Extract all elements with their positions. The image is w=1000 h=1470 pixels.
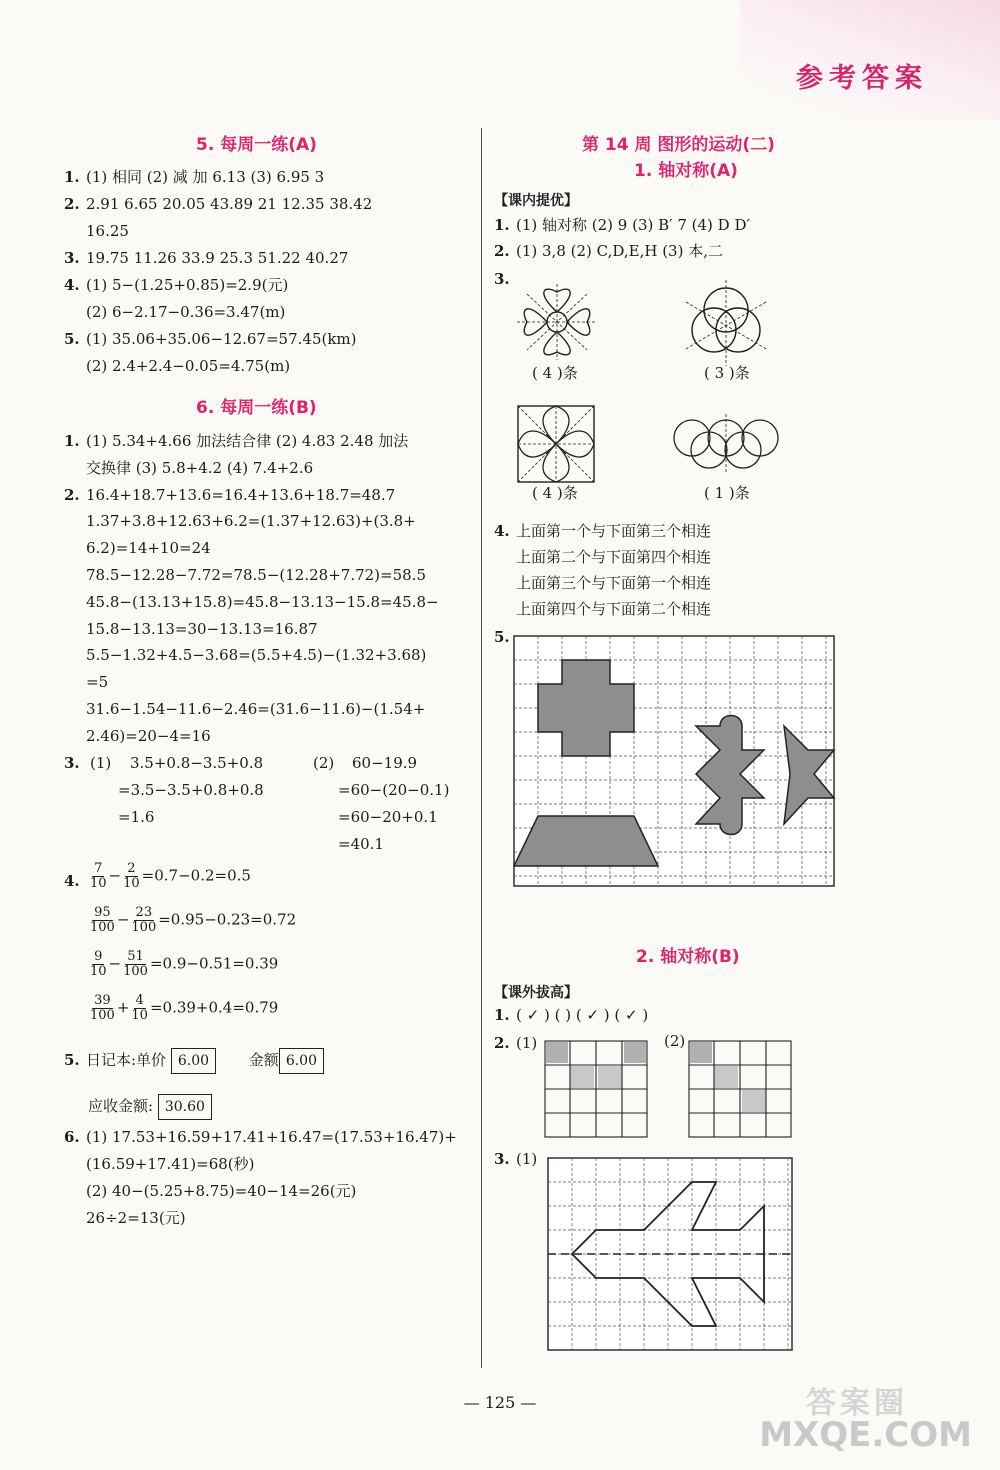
sec5-line <box>64 195 372 213</box>
q4-number: 4. <box>64 872 80 890</box>
square-flower-figure-3 <box>514 402 598 486</box>
q3-number: 3. <box>64 754 80 772</box>
sec5-line <box>64 330 357 348</box>
q3a-line1: 3.5+0.8−3.5+0.8 <box>130 754 264 772</box>
fraction-a: $\frac{9}{10}$ <box>90 949 107 979</box>
week-title: 第 14 周 图形的运动(二) <box>582 135 775 155</box>
q5-box2: 6.00 <box>279 1048 324 1074</box>
q5-grid-figure <box>514 636 834 886</box>
right-q4-line <box>494 548 711 566</box>
fraction-a: $\frac{39}{100}$ <box>90 993 115 1023</box>
b3-airplane-grid <box>548 1158 792 1350</box>
operator: − <box>108 866 122 885</box>
question-number: 1. <box>64 168 80 186</box>
q3a-label: (1) <box>90 754 112 772</box>
answer-text: (1) 35.06+35.06−12.67=57.45(km) <box>86 330 357 348</box>
question-number: 1. <box>494 216 510 234</box>
flower-figure-1 <box>512 284 602 364</box>
answer-text: 45.8−(13.13+15.8)=45.8−13.13−15.8=45.8− <box>86 592 439 611</box>
q5-label1: 日记本:单价 <box>86 1051 167 1069</box>
b3-number: 3. (1) <box>494 1150 538 1168</box>
answer-text: 上面第四个与下面第二个相连 <box>516 600 712 618</box>
q5-label2: 金额 <box>248 1051 279 1069</box>
sec5-line <box>64 222 129 240</box>
q3a-line2: =3.5−3.5+0.8+0.8 <box>118 781 264 799</box>
answer-text: 19.75 11.26 33.9 25.3 51.22 40.27 <box>86 249 349 267</box>
b2-grid-1 <box>544 1040 648 1138</box>
answer-text: (16.59+17.41)=68(秒) <box>86 1155 255 1173</box>
fraction-row <box>88 994 278 1023</box>
sec5-line <box>64 357 290 375</box>
question-number: 3. <box>64 249 80 267</box>
answer-text: (1) 5−(1.25+0.85)=2.9(元) <box>86 276 289 294</box>
question-number: 4. <box>64 276 80 294</box>
question-number: 2. <box>64 195 80 213</box>
fraction-a: $\frac{95}{100}$ <box>90 905 115 935</box>
q5-right-number: 5. <box>494 628 510 646</box>
circles-figure-2 <box>676 280 776 366</box>
header-title: 参考答案 <box>796 63 928 94</box>
sec6-line <box>64 593 439 611</box>
q3b-line1: 60−19.9 <box>352 754 418 772</box>
sec5-line <box>64 249 348 267</box>
right-q4-line <box>494 600 711 618</box>
answer-text: (2) 6−2.17−0.36=3.47(m) <box>86 303 286 321</box>
operator: − <box>116 910 130 929</box>
caption-2: ( 3 )条 <box>704 364 750 382</box>
operator: − <box>108 954 122 973</box>
caption-1: ( 4 )条 <box>532 364 578 382</box>
question-number: 6. <box>64 1128 80 1146</box>
operator: + <box>116 998 130 1017</box>
watermark-logo: 答案圈 <box>806 1386 908 1421</box>
sec6-line <box>64 566 426 584</box>
q5-row2 <box>88 1094 212 1120</box>
answer-text: 2.91 6.65 20.05 43.89 21 12.35 38.42 <box>86 195 373 213</box>
right-q4-line <box>494 574 711 592</box>
q5-box3: 30.60 <box>158 1094 212 1120</box>
fraction-b: $\frac{51}{100}$ <box>123 949 148 979</box>
answer-text: =5 <box>86 673 109 692</box>
sub1-title: 1. 轴对称(A) <box>634 161 738 181</box>
answer-text: (1) 轴对称 (2) 9 (3) B′ 7 (4) D D′ <box>516 216 750 234</box>
right-q4-line <box>494 522 711 540</box>
b2-grid-2 <box>688 1040 792 1138</box>
fraction-b: $\frac{4}{10}$ <box>131 993 148 1023</box>
answer-text: 5.5−1.32+4.5−3.68=(5.5+4.5)−(1.32+3.68) <box>86 646 427 665</box>
question-number: 5. <box>64 330 80 348</box>
answer-text: 上面第二个与下面第四个相连 <box>516 548 712 566</box>
answer-text: 上面第一个与下面第三个相连 <box>516 522 712 540</box>
answer-text: (1) 3,8 (2) C,D,E,H (3) 本,二 <box>516 242 723 260</box>
sec6-line <box>64 432 408 450</box>
sec6-line <box>64 673 108 691</box>
sec6-line <box>64 620 318 638</box>
answer-text: 31.6−1.54−11.6−2.46=(31.6−11.6)−(1.54+ <box>86 700 426 718</box>
q3b-line3: =60−20+0.1 <box>338 808 438 826</box>
sec6-line <box>64 512 416 530</box>
caption-3: ( 4 )条 <box>532 484 578 502</box>
q5-row1: 5. 日记本:单价 6.00 金额 6.00 <box>64 1048 324 1074</box>
right-line <box>494 216 750 234</box>
q3a-line3: =1.6 <box>118 808 155 826</box>
column-divider <box>481 128 482 1368</box>
q6-line <box>64 1182 356 1200</box>
tag-in-class: 【课内提优】 <box>494 193 578 209</box>
fraction-result: =0.9−0.51=0.39 <box>149 954 279 973</box>
answer-text: 上面第三个与下面第一个相连 <box>516 574 712 592</box>
answer-text: 16.25 <box>86 222 129 240</box>
answer-text: 15.8−13.13=30−13.13=16.87 <box>86 619 318 638</box>
sec6-line <box>64 646 426 664</box>
answer-text: 6.2)=14+10=24 <box>86 539 211 558</box>
q6-line <box>64 1209 186 1227</box>
answer-text: (2) 40−(5.25+8.75)=40−14=26(元) <box>86 1182 357 1200</box>
question-number: 2. <box>494 242 510 260</box>
fraction-row <box>88 862 251 891</box>
answer-text: 2.46)=20−4=16 <box>86 726 211 745</box>
answer-text: (2) 2.4+2.4−0.05=4.75(m) <box>86 357 291 375</box>
fraction-b: $\frac{23}{100}$ <box>131 905 157 935</box>
sub2-title: 2. 轴对称(B) <box>636 947 740 967</box>
caption-4: ( 1 )条 <box>704 484 750 502</box>
q5-box1: 6.00 <box>171 1048 216 1074</box>
answer-text: 78.5−12.28−7.72=78.5−(12.28+7.72)=58.5 <box>86 566 426 584</box>
b2-number: 2. (1) <box>494 1034 538 1052</box>
sec6-line <box>64 700 425 718</box>
sec5-line <box>64 168 324 186</box>
section-6-title: 6. 每周一练(B) <box>196 398 317 418</box>
q6-line <box>64 1155 255 1173</box>
sec6-line <box>64 539 211 557</box>
sec5-line <box>64 303 285 321</box>
sec5-line <box>64 276 288 294</box>
rings-figure-4 <box>670 414 782 474</box>
q3b-line2: =60−(20−0.1) <box>338 781 450 799</box>
watermark-url: MXQE.COM <box>759 1415 972 1455</box>
q3-right-number: 3. <box>494 270 510 288</box>
fraction-row <box>88 906 296 935</box>
page-number: — 125 — <box>463 1393 537 1412</box>
fraction-a: $\frac{7}{10}$ <box>90 861 107 891</box>
answer-text: 1.37+3.8+12.63+6.2=(1.37+12.63)+(3.8+ <box>86 512 416 531</box>
question-number: 4. <box>494 522 510 540</box>
answer-text: (1) 5.34+4.66 加法结合律 (2) 4.83 2.48 加法 <box>86 432 409 450</box>
question-number: 2. <box>64 485 80 504</box>
answer-text: (1) 17.53+16.59+17.41+16.47=(17.53+16.47)+ <box>86 1128 457 1146</box>
answer-text: 26÷2=13(元) <box>86 1209 186 1227</box>
tag-extra: 【课外拔高】 <box>494 985 578 1001</box>
fraction-row <box>88 950 278 979</box>
fraction-result: =0.95−0.23=0.72 <box>158 910 297 929</box>
question-number: 1. <box>64 432 80 450</box>
answer-text: 16.4+18.7+13.6=16.4+13.6+18.7=48.7 <box>86 485 396 504</box>
sec6-line <box>64 727 211 745</box>
fraction-result: =0.39+0.4=0.79 <box>149 998 279 1017</box>
b2-label2: (2) <box>664 1032 686 1050</box>
q5-label3: 应收金额: <box>88 1097 154 1115</box>
answer-text: 交换律 (3) 5.8+4.2 (4) 7.4+2.6 <box>86 458 314 477</box>
b1-row: 1. ( ✓ ) ( ) ( ✓ ) ( ✓ ) <box>494 1006 649 1024</box>
section-5-title: 5. 每周一练(A) <box>196 135 317 155</box>
q6-line <box>64 1128 457 1146</box>
fraction-result: =0.7−0.2=0.5 <box>141 866 251 885</box>
fraction-b: $\frac{2}{10}$ <box>123 861 140 891</box>
sec6-line <box>64 486 395 504</box>
q3b-label: (2) <box>313 754 335 772</box>
sec6-line <box>64 459 313 477</box>
q3b-line4: =40.1 <box>338 835 384 853</box>
answer-text: (1) 相同 (2) 减 加 6.13 (3) 6.95 3 <box>86 168 325 186</box>
right-line <box>494 242 723 260</box>
